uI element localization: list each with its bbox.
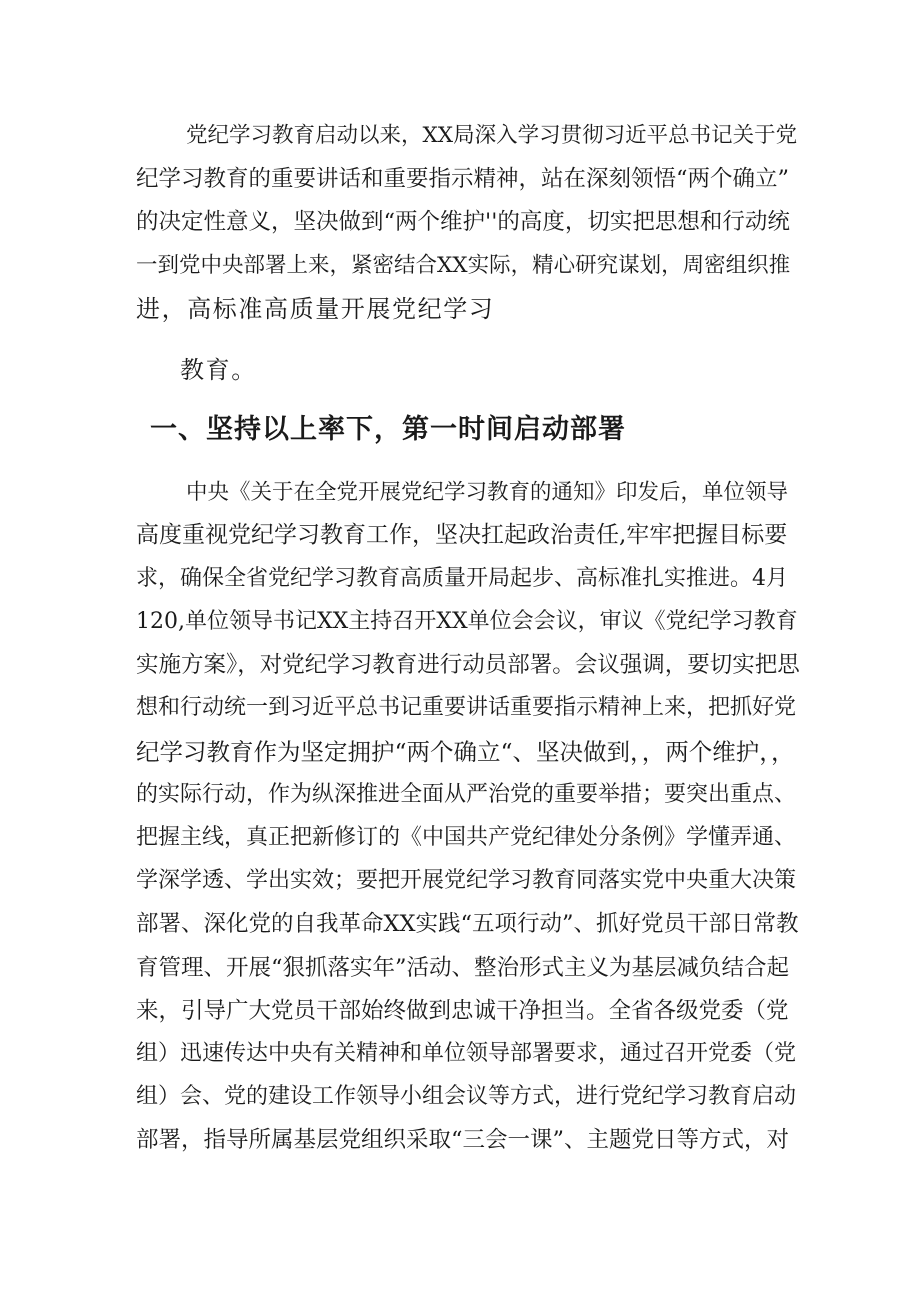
body-line: 育管理、开展“狠抓落实年”活动、整治形式主义为基层减负结合起 bbox=[136, 955, 790, 981]
body-line: 学深学透、学出实效；要把开展党纪学习教育同落实党中央重大决策 bbox=[136, 868, 797, 893]
body-line: 来，引导广大党员干部始终做到忠诚干净担当。全省各级党委（党 bbox=[136, 998, 789, 1024]
body-line: 把握主线，真正把新修订的《中国共产党纪律处分条例》学懂弄通、 bbox=[136, 825, 797, 850]
intro-line: 进，高标准高质量开展党纪学习 bbox=[136, 295, 495, 323]
body-line: 的实际行动，作为纵深推进全面从严治党的重要举措；要突出重点、 bbox=[136, 782, 797, 807]
body-line: 实施方案》，对党纪学习教育进行动员部署。会议强调，要切实把思 bbox=[136, 652, 800, 678]
body-line: 组）迅速传达中央有关精神和单位领导部署要求，通过召开党委（党 bbox=[136, 1041, 797, 1066]
body-line: 求，确保全省党纪学习教育高质量开局起步、高标准扎实推进。4月 bbox=[136, 566, 788, 591]
body-line: 120,单位领导书记XX主持召开XX单位会会议，审议《党纪学习教育 bbox=[136, 609, 798, 634]
body-line: 高度重视党纪学习教育工作，坚决扛起政治责任,牢牢把握目标要 bbox=[136, 522, 788, 548]
body-line: 纪学习教育作为坚定拥护“两个确立“、坚决做到，，两个维护，， bbox=[136, 738, 795, 766]
body-line: 部署、深化党的自我革命XX实践“五项行动”、抓好党员干部日常教 bbox=[136, 911, 799, 937]
intro-line: 的决定性意义，坚决做到“两个维护''的高度，切实把思想和行动统 bbox=[136, 209, 790, 235]
intro-line: 党纪学习教育启动以来，XX局深入学习贯彻习近平总书记关于党 bbox=[186, 123, 798, 148]
intro-line: 教育。 bbox=[180, 356, 257, 384]
body-line: 中央《关于在全党开展党纪学习教育的通知》印发后，单位领导 bbox=[186, 480, 789, 505]
body-line: 部署，指导所属基层党组织采取“三会一课”、主题党日等方式，对 bbox=[136, 1127, 790, 1153]
section-heading: 一、坚持以上率下，第一时间启动部署 bbox=[150, 414, 626, 445]
intro-line: 纪学习教育的重要讲话和重要指示精神，站在深刻领悟“两个确立” bbox=[136, 166, 790, 192]
body-line: 想和行动统一到习近平总书记重要讲话重要指示精神上来，把抓好党 bbox=[136, 695, 797, 720]
body-line: 组）会、党的建设工作领导小组会议等方式，进行党纪学习教育启动 bbox=[136, 1084, 797, 1109]
intro-line: 一到党中央部署上来，紧密结合XX实际，精心研究谋划，周密组织推 bbox=[136, 253, 791, 278]
